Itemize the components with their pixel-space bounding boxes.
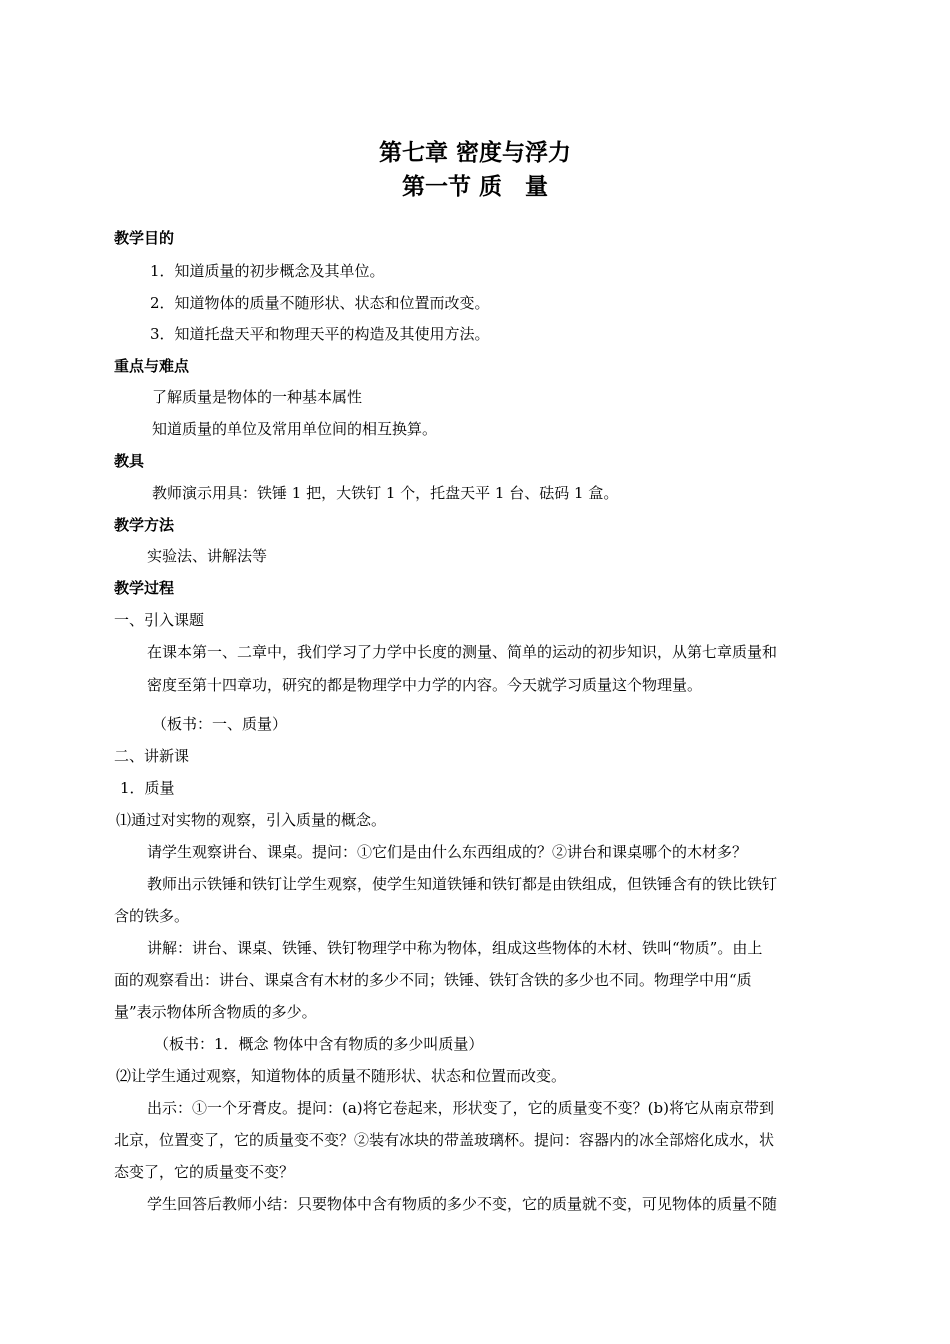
section-two-title: 二、讲新课 <box>114 747 190 765</box>
methods-heading: 教学方法 <box>114 516 175 534</box>
paragraph-line: 请学生观察讲台、课桌。提问：①它们是由什么东西组成的？②讲台和课桌哪个的木材多？ <box>147 843 748 861</box>
objective-item: 3．知道托盘天平和物理天平的构造及其使用方法。 <box>150 325 490 343</box>
key-point-item: 了解质量是物体的一种基本属性 <box>152 388 363 406</box>
section-one-title: 一、引入课题 <box>114 611 205 629</box>
paragraph-line: 面的观察看出：讲台、课桌含有木材的多少不同；铁锤、铁钉含铁的多少也不同。物理学中用“质 <box>114 971 752 989</box>
subsection-title: 1．质量 <box>120 779 175 797</box>
section-title: 第一节 质 量 <box>401 173 548 200</box>
chapter-title: 第七章 密度与浮力 <box>378 139 571 166</box>
list-item: ⑴通过对实物的观察，引入质量的概念。 <box>116 811 387 829</box>
key-points-heading: 重点与难点 <box>114 357 190 375</box>
paragraph-line: 量”表示物体所含物质的多少。 <box>114 1003 317 1021</box>
paragraph-line: 在课本第一、二章中，我们学习了力学中长度的测量、简单的运动的初步知识，从第七章质量和 <box>147 643 778 661</box>
key-point-item: 知道质量的单位及常用单位间的相互换算。 <box>152 420 438 438</box>
board-note: （板书：一、质量） <box>152 715 288 733</box>
process-heading: 教学过程 <box>114 579 175 597</box>
objective-item: 2．知道物体的质量不随形状、状态和位置而改变。 <box>150 294 490 312</box>
tools-text: 教师演示用具：铁锤 1 把，大铁钉 1 个，托盘天平 1 台、砝码 1 盒。 <box>152 484 619 502</box>
tools-heading: 教具 <box>114 452 145 470</box>
list-item: ⑵让学生通过观察，知道物体的质量不随形状、状态和位置而改变。 <box>116 1067 567 1085</box>
paragraph-line: 讲解：讲台、课桌、铁锤、铁钉物理学中称为物体，组成这些物体的木材、铁叫“物质”。由上 <box>147 939 763 957</box>
paragraph-line: 北京，位置变了，它的质量变不变？②装有冰块的带盖玻璃杯。提问：容器内的冰全部熔化成水，状 <box>114 1131 775 1149</box>
paragraph-line: 含的铁多。 <box>114 907 190 925</box>
paragraph-line: 态变了，它的质量变不变？ <box>114 1163 295 1181</box>
paragraph-line: 出示：①一个牙膏皮。提问：(a)将它卷起来，形状变了，它的质量变不变？(b)将它从南京带到 <box>147 1099 774 1117</box>
paragraph-line: 教师出示铁锤和铁钉让学生观察，使学生知道铁锤和铁钉都是由铁组成，但铁锤含有的铁比铁钉 <box>147 875 778 893</box>
paragraph-line: 学生回答后教师小结：只要物体中含有物质的多少不变，它的质量就不变，可见物体的质量不随 <box>147 1195 778 1213</box>
board-note: （板书：1．概念 物体中含有物质的多少叫质量） <box>154 1035 484 1053</box>
methods-text: 实验法、讲解法等 <box>147 547 268 565</box>
objective-item: 1．知道质量的初步概念及其单位。 <box>150 262 385 280</box>
paragraph-line: 密度至第十四章功，研究的都是物理学中力学的内容。今天就学习质量这个物理量。 <box>147 676 703 694</box>
objectives-heading: 教学目的 <box>114 229 175 247</box>
